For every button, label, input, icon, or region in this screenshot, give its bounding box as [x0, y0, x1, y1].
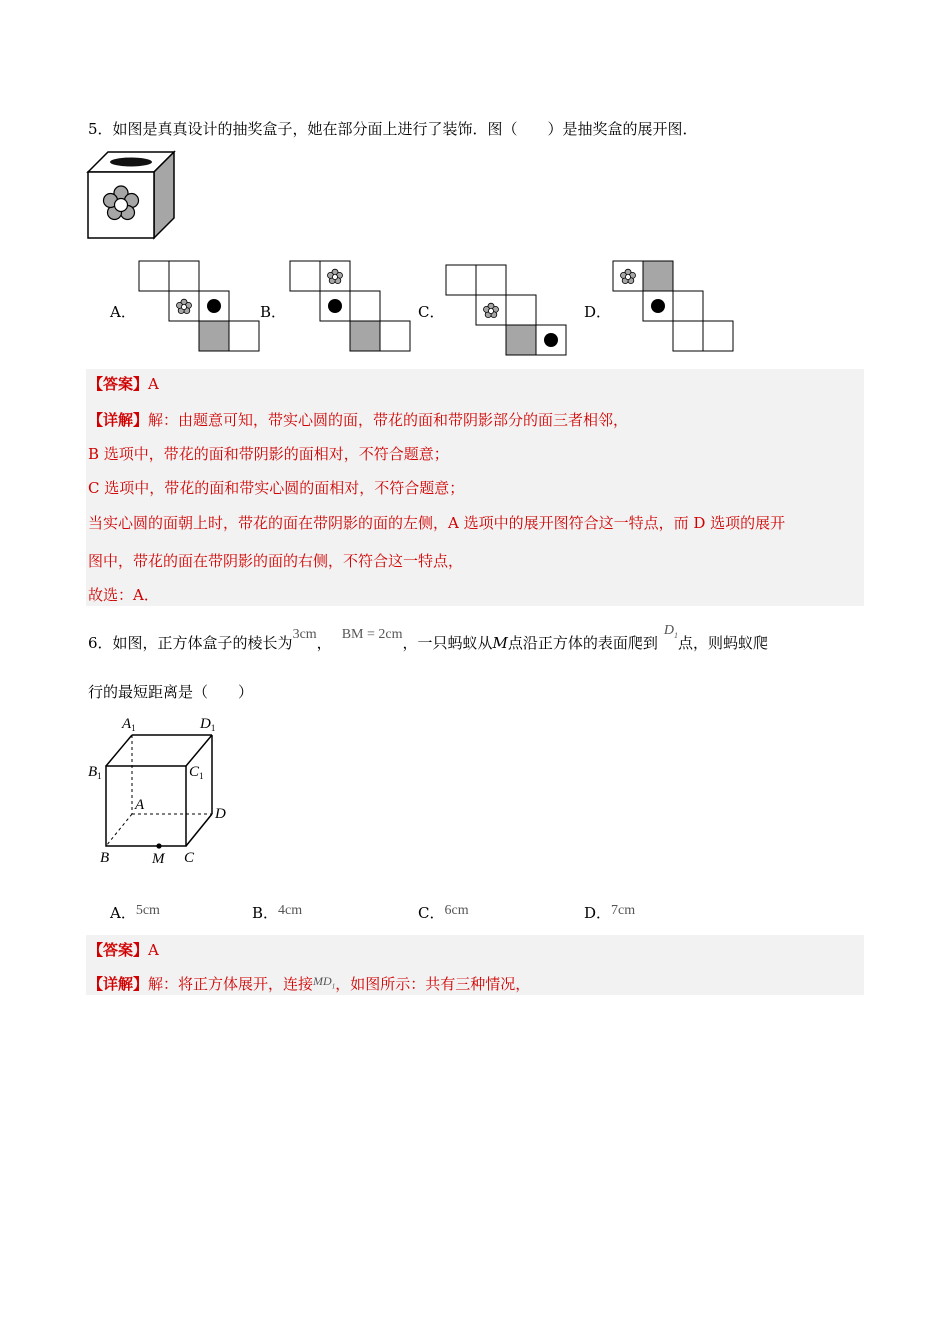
- q6-detail-md: MD: [313, 974, 332, 988]
- label-b: B: [100, 850, 110, 866]
- q6-d1-letter: D: [663, 623, 674, 638]
- q6-option-b[interactable]: [252, 903, 302, 925]
- solid-circle-icon: [544, 333, 558, 347]
- q6-detail-text-b: ，如图所示：共有三种情况，: [335, 975, 531, 993]
- q6-question-line-2: 行的最短距离是（ ）: [88, 683, 254, 701]
- q6-text-b: ，一只蚂蚁从: [402, 634, 493, 652]
- q5-detail-line-4: 当实心圆的面朝上时，带花的面在带阴影的面的左侧，A 选项中的展开图符合这一特点，而 D 选项的展开: [88, 514, 786, 532]
- net-option-b[interactable]: [289, 260, 413, 354]
- cube-figure: [82, 710, 242, 870]
- q5-detail-line-6: 故选：A．: [88, 586, 159, 604]
- q5-option-a-label[interactable]: A．: [110, 303, 136, 321]
- solid-circle-icon: [651, 299, 665, 313]
- q6-edge-length: 3cm: [292, 627, 317, 642]
- q6-point-m: M: [492, 634, 508, 652]
- net-option-c[interactable]: [445, 264, 569, 358]
- q6-option-a[interactable]: [110, 903, 160, 925]
- q6-detail-label: 【详解】: [88, 975, 149, 993]
- label-a: A: [135, 797, 145, 813]
- q6-number: 6．: [88, 634, 113, 652]
- q5-number: 5．: [88, 120, 113, 138]
- q5-option-c-label[interactable]: C．: [418, 303, 445, 321]
- q6-text-a: 如图，正方体盒子的棱长为: [112, 634, 293, 652]
- q5-detail-line-1: [88, 410, 628, 430]
- q6-text-c: 点沿正方体的表面爬到: [507, 634, 658, 652]
- q6-option-d[interactable]: [584, 903, 635, 925]
- q5-option-b-label[interactable]: B．: [260, 303, 287, 321]
- label-d: D: [215, 806, 226, 822]
- q6-option-a-label: A．: [110, 904, 136, 922]
- q6-option-a-value: 5cm: [135, 903, 160, 918]
- box-opening-hole: [110, 158, 152, 167]
- label-d1: $D_1$: [200, 716, 216, 733]
- label-b1: $B_1$: [88, 764, 102, 781]
- q5-answer: [88, 374, 159, 394]
- net-option-a[interactable]: [138, 260, 262, 354]
- q6-option-b-label: B．: [252, 904, 279, 922]
- q6-comma: ，: [316, 634, 332, 652]
- label-m: M: [152, 851, 165, 867]
- solid-circle-icon: [207, 299, 221, 313]
- q6-option-d-value: 7cm: [611, 903, 636, 918]
- q6-detail-md-sub: 1: [331, 982, 336, 991]
- net-option-d[interactable]: [612, 260, 736, 354]
- q6-answer-value: A: [148, 941, 159, 959]
- q6-detail-line: [88, 974, 530, 1000]
- q5-option-d-label[interactable]: D．: [584, 303, 612, 321]
- q5-detail-label: 【详解】: [88, 411, 149, 429]
- q6-detail-text-a: 解：将正方体展开，连接: [148, 975, 314, 993]
- q6-option-b-value: 4cm: [278, 903, 303, 918]
- lottery-box-figure: [86, 150, 178, 242]
- q5-text: 如图是真真设计的抽奖盒子，她在部分面上进行了装饰．图（ ）是抽奖盒的展开图．: [112, 120, 698, 138]
- q6-option-c[interactable]: [418, 903, 469, 925]
- q5-detail-line-5: 图中，带花的面在带阴影的面的右侧，不符合这一特点，: [88, 552, 464, 570]
- q6-bm-formula: BM = 2cm: [341, 627, 403, 642]
- label-c: C: [184, 850, 195, 866]
- q6-point-d1: [664, 623, 678, 638]
- q6-option-c-value: 6cm: [444, 903, 469, 918]
- q5-detail-line-3: C 选项中，带花的面和带实心圆的面相对，不符合题意；: [88, 479, 465, 497]
- q5-answer-value: A: [148, 375, 159, 393]
- q6-answer-label: 【答案】: [88, 941, 149, 959]
- q6-question-line-1: [88, 623, 769, 660]
- q5-question: [88, 119, 698, 139]
- q6-detail-md1: [313, 974, 336, 991]
- q5-detail-line-2: B 选项中，带花的面和带阴影的面相对，不符合题意；: [88, 445, 449, 463]
- q6-option-d-label: D．: [584, 904, 612, 922]
- q5-answer-label: 【答案】: [88, 375, 149, 393]
- q6-text-d: 点，则蚂蚁爬: [678, 634, 769, 652]
- q6-option-c-label: C．: [418, 904, 445, 922]
- solid-circle-icon: [328, 299, 342, 313]
- label-c1: $C_1$: [189, 764, 204, 781]
- q6-d1-sub: 1: [674, 630, 678, 640]
- point-m-dot: [156, 843, 161, 848]
- label-a1: $A_1$: [122, 716, 136, 733]
- q5-detail-text-1: 解：由题意可知，带实心圆的面，带花的面和带阴影部分的面三者相邻，: [148, 411, 629, 429]
- q6-answer: [88, 940, 159, 960]
